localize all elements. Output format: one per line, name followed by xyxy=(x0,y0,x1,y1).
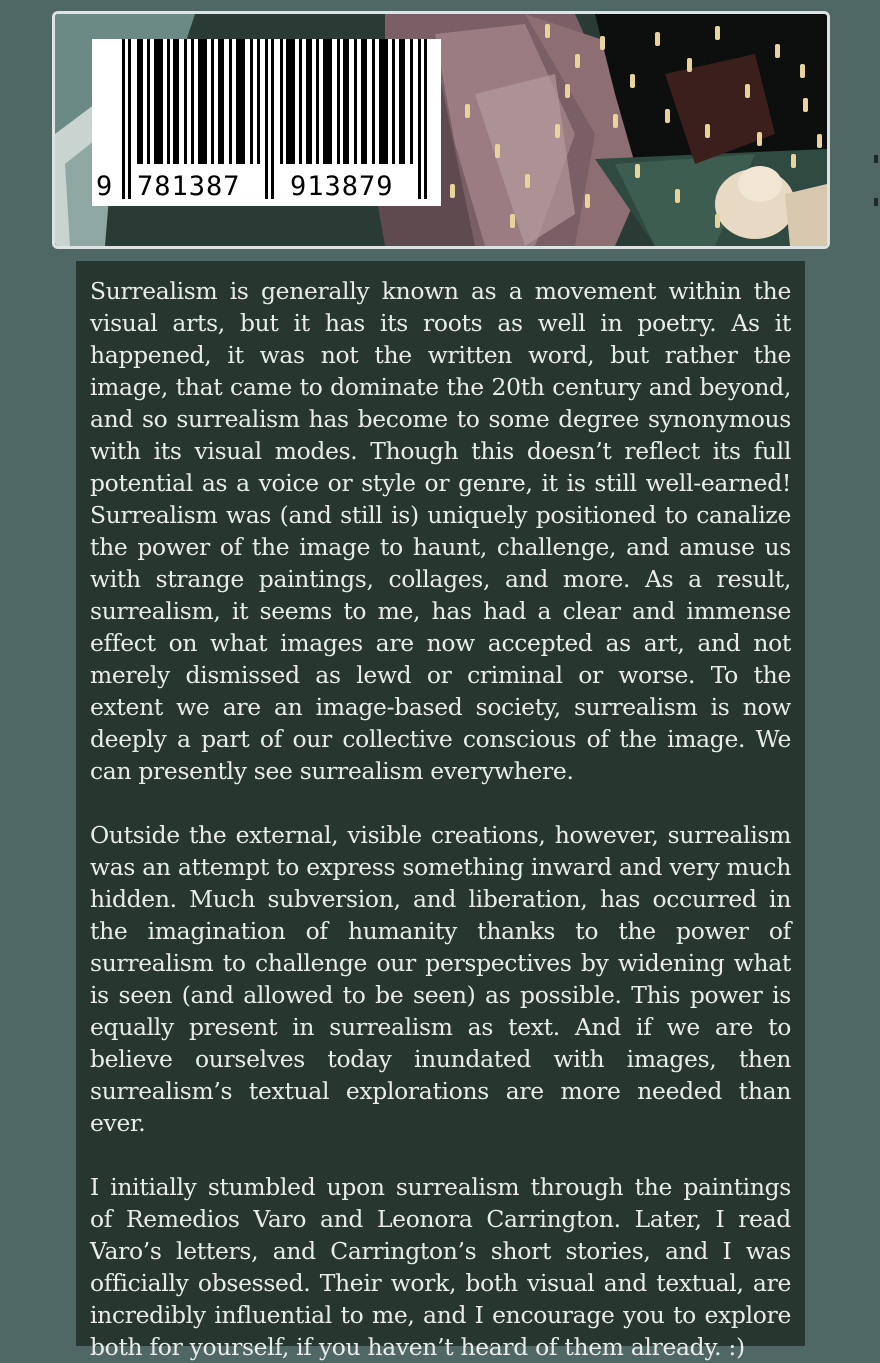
edge-tick xyxy=(874,155,878,163)
paragraph-2: Outside the external, visible creations, however, surrealism was an attempt to express something inward and very much hidden. Much subversion, and liberation, has occurred in the imagination of humanity thanks to the power of surrealism to challenge our perspectives by widening what is seen (and allowed to be seen) as possible. This power is equally present in surrealism as text. And if we are to believe ourselves today inundated with images, then surrealism’s textual explorations are more needed than ever. xyxy=(90,821,791,1137)
cover-banner xyxy=(52,11,830,249)
barcode-left-digits: 781387 xyxy=(137,171,241,202)
isbn-barcode xyxy=(92,39,441,206)
barcode-right-digits: 913879 xyxy=(290,171,394,202)
text-panel xyxy=(76,261,805,1361)
paragraph-3: I initially stumbled upon surrealism through the paintings of Remedios Varo and Leonora Carrington. Later, I read Varo’s letters, and Carrington’s short stories, and I was officially obsessed. Their work, both visual and textual, are incredibly influential to me, and I encourage you to explore both for yourself, if you haven’t heard of them already. :) xyxy=(90,1173,791,1361)
paragraph-1: Surrealism is generally known as a movement within the visual arts, but it has its roots as well in poetry. As it happened, it was not the written word, but rather the image, that came to dominate the 20th century and beyond, and so surrealism has become to some degree synonymous with its visual modes. Though this doesn’t reflect its full potential as a voice or style or genre, it is still well-earned! Surrealism was (and still is) uniquely positioned to canalize the power of the image to haunt, challenge, and amuse us with strange paintings, collages, and more. As a result, surrealism, it seems to me, has had a clear and immense effect on what images are now accepted as art, and not merely dismissed as lewd or criminal or worse. To the extent we are an image-based society, surrealism is now deeply a part of our collective conscious of the image. We can presently see surrealism everywhere. xyxy=(90,277,791,785)
edge-tick xyxy=(874,198,878,206)
barcode-first-digit: 9 xyxy=(96,171,114,202)
